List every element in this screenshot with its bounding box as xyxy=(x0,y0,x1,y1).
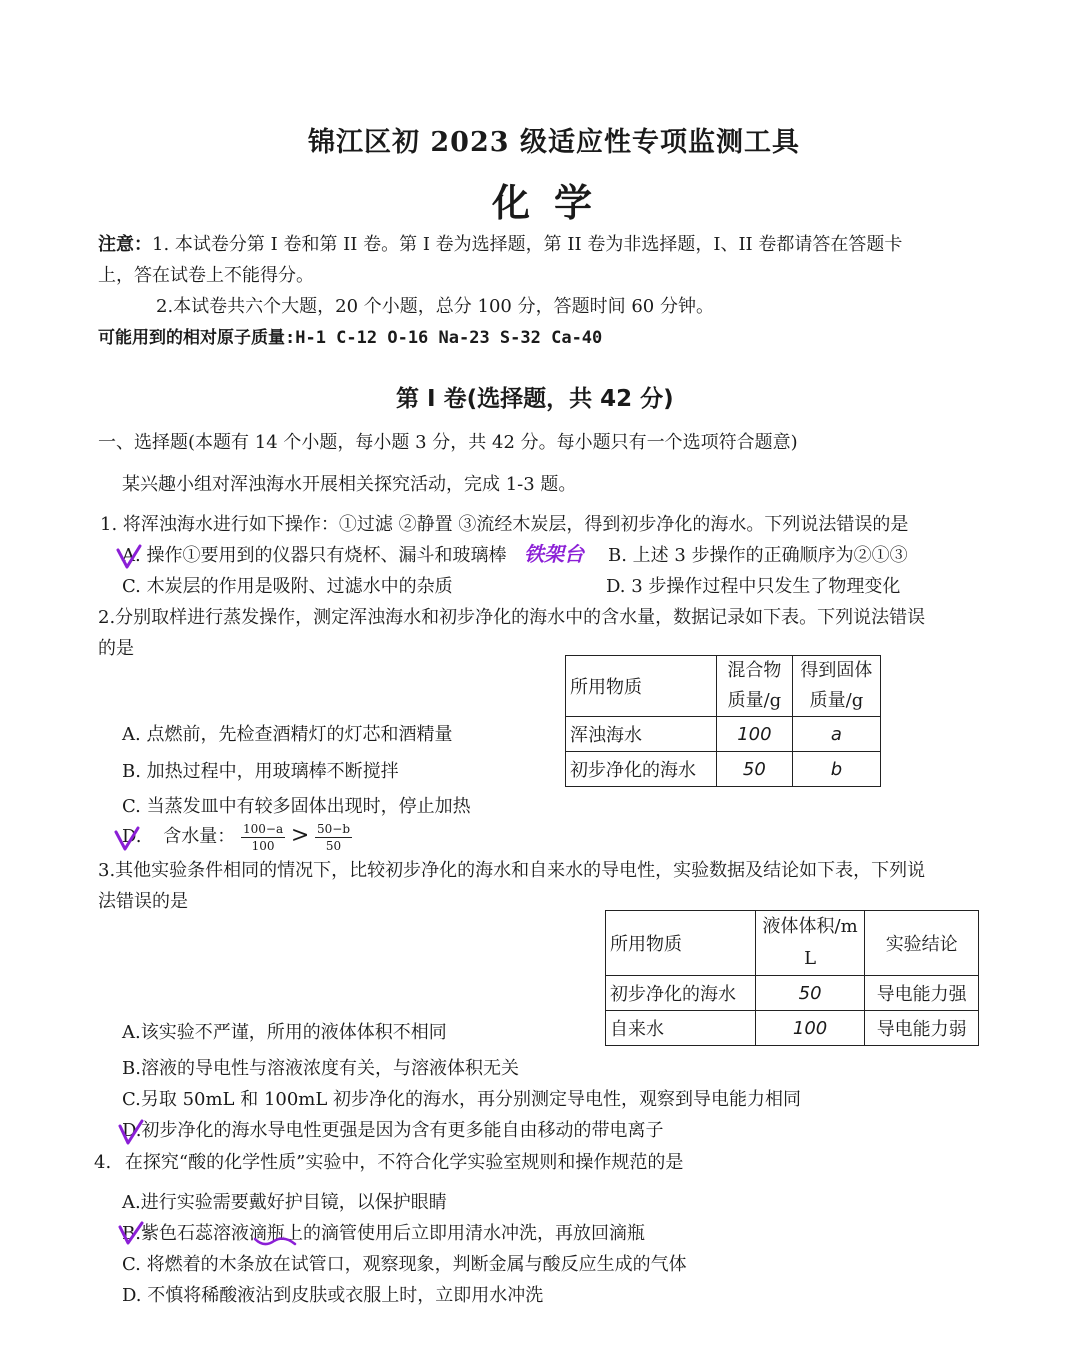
table-cell: 导电能力强 xyxy=(865,976,979,1011)
table-cell: 初步净化的海水 xyxy=(566,752,717,787)
q4-option-a: A.进行实验需要戴好护目镜，以保护眼睛 xyxy=(122,1192,447,1213)
exam-title: 锦江区初 2023 级适应性专项监测工具 xyxy=(308,127,800,158)
notice-text-1: 1. 本试卷分第 I 卷和第 II 卷。第 I 卷为选择题，第 II 卷为非选择题，I、II 卷都请答在答题卡 xyxy=(152,234,903,255)
q1-option-c: C. 木炭层的作用是吸附、过滤水中的杂质 xyxy=(122,576,453,597)
q3-header-conclusion: 实验结论 xyxy=(865,911,979,976)
q2-option-a: A. 点燃前，先检查酒精灯的灯芯和酒精量 xyxy=(122,724,453,745)
q3-table xyxy=(605,910,979,1046)
q3-header-volume xyxy=(755,911,865,976)
table-row xyxy=(606,1011,979,1046)
section-instructions: 一、选择题(本题有 14 个小题，每小题 3 分，共 42 分。每小题只有一个选项符合题意) xyxy=(98,432,798,453)
notice-line1 xyxy=(98,230,902,256)
q2-option-d-label: D. xyxy=(122,826,142,847)
q2-fraction-2 xyxy=(315,821,352,854)
q2-header-solid-mass xyxy=(792,656,880,717)
table-cell: 100 xyxy=(755,1011,865,1046)
q1-option-a: A. 操作①要用到的仪器只有烧杯、漏斗和玻璃棒 xyxy=(122,545,507,566)
q2-option-b: B. 加热过程中，用玻璃棒不断搅拌 xyxy=(122,761,399,782)
q3-option-b: B.溶液的导电性与溶液浓度有关，与溶液体积无关 xyxy=(122,1058,519,1079)
table-cell: 导电能力弱 xyxy=(865,1011,979,1046)
q2-table xyxy=(565,655,881,787)
notice-label: 注意： xyxy=(98,234,152,255)
q2-header-mixture-mass-line2: 质量/g xyxy=(727,690,782,711)
q4-stem-text: 在探究“酸的化学性质”实验中，不符合化学实验室规则和操作规范的是 xyxy=(124,1152,684,1173)
q4-option-d: D. 不慎将稀酸液沾到皮肤或衣服上时，立即用水冲洗 xyxy=(122,1285,544,1306)
q2-option-c: C. 当蒸发皿中有较多固体出现时，停止加热 xyxy=(122,796,471,817)
table-cell: b xyxy=(792,752,880,787)
table-row xyxy=(566,656,881,717)
q3-stem-1: 3.其他实验条件相同的情况下，比较初步净化的海水和自来水的导电性，实验数据及结论如下表，下列说 xyxy=(98,860,926,881)
q2-header-solid-mass-line1: 得到固体 xyxy=(800,660,873,681)
q3-option-c: C.另取 50mL 和 100mL 初步净化的海水，再分别测定导电性，观察到导电能力相同 xyxy=(122,1089,802,1110)
q3-option-a: A.该实验不严谨，所用的液体体积不相同 xyxy=(122,1022,447,1043)
q1-handwritten-note: 铁架台 xyxy=(524,542,584,566)
q4-underline-mark xyxy=(254,1236,296,1248)
subject-title: 化学 xyxy=(492,180,617,225)
section-title: 第 I 卷(选择题，共 42 分) xyxy=(396,386,674,412)
q2-check-mark xyxy=(114,826,140,852)
q2-header-mixture-mass xyxy=(716,656,792,717)
q1-check-mark xyxy=(116,546,142,570)
table-cell: 初步净化的海水 xyxy=(606,976,756,1011)
q2-stem-1: 2.分别取样进行蒸发操作，测定浑浊海水和初步净化的海水中的含水量，数据记录如下表。下列说法错误 xyxy=(98,607,926,628)
table-cell: 50 xyxy=(755,976,865,1011)
table-cell: 100 xyxy=(716,717,792,752)
q2-fraction-2-denominator: 50 xyxy=(325,838,342,853)
q2-greater-than: > xyxy=(290,823,310,848)
table-row xyxy=(606,976,979,1011)
table-cell: 自来水 xyxy=(606,1011,756,1046)
q4-option-b: B.紫色石蕊溶液滴瓶上的滴管使用后立即用清水冲洗，再放回滴瓶 xyxy=(122,1223,645,1244)
table-cell: 50 xyxy=(716,752,792,787)
q4-check-mark xyxy=(118,1222,144,1246)
q2-fraction-1-denominator: 100 xyxy=(251,838,275,853)
q2-stem-2: 的是 xyxy=(98,638,134,659)
q4-option-c: C. 将燃着的木条放在试管口，观察现象，判断金属与酸反应生成的气体 xyxy=(122,1254,687,1275)
q2-header-solid-mass-line2: 质量/g xyxy=(809,690,864,711)
q3-check-mark xyxy=(118,1120,144,1146)
q1-option-d: D. 3 步操作过程中只发生了物理变化 xyxy=(606,576,901,597)
q3-option-d: D.初步净化的海水导电性更强是因为含有更多能自由移动的带电离子 xyxy=(122,1120,664,1141)
q3-header-volume-line2: L xyxy=(804,948,817,969)
q2-header-substance: 所用物质 xyxy=(566,656,717,717)
q2-option-d-text: 含水量： xyxy=(163,826,236,847)
atomic-masses: 可能用到的相对原子质量:H-1 C-12 O-16 Na-23 S-32 Ca-40 xyxy=(98,328,603,348)
q4-stem xyxy=(94,1148,683,1174)
q2-option-d xyxy=(122,818,352,854)
q2-fraction-1 xyxy=(241,821,285,854)
q4-number: 4. xyxy=(94,1152,112,1173)
table-row xyxy=(606,911,979,976)
q2-fraction-2-numerator: 50−b xyxy=(317,821,351,836)
q2-fraction-1-numerator: 100−a xyxy=(242,821,284,836)
q3-header-substance: 所用物质 xyxy=(606,911,756,976)
table-cell: 浑浊海水 xyxy=(566,717,717,752)
table-row xyxy=(566,717,881,752)
notice-line1b: 上，答在试卷上不能得分。 xyxy=(98,265,314,286)
table-cell: a xyxy=(792,717,880,752)
section-intro: 某兴趣小组对浑浊海水开展相关探究活动，完成 1-3 题。 xyxy=(122,474,577,495)
q2-header-mixture-mass-line1: 混合物 xyxy=(727,660,782,681)
q3-header-volume-line1: 液体体积/m xyxy=(762,916,858,937)
q1-option-b: B. 上述 3 步操作的正确顺序为②①③ xyxy=(608,545,908,566)
notice-line2: 2.本试卷共六个大题，20 个小题，总分 100 分，答题时间 60 分钟。 xyxy=(156,296,714,317)
table-row xyxy=(566,752,881,787)
q3-stem-2: 法错误的是 xyxy=(98,891,188,912)
q1-stem: 1. 将浑浊海水进行如下操作：①过滤 ②静置 ③流经木炭层，得到初步净化的海水。下列说法错误的是 xyxy=(100,514,909,535)
